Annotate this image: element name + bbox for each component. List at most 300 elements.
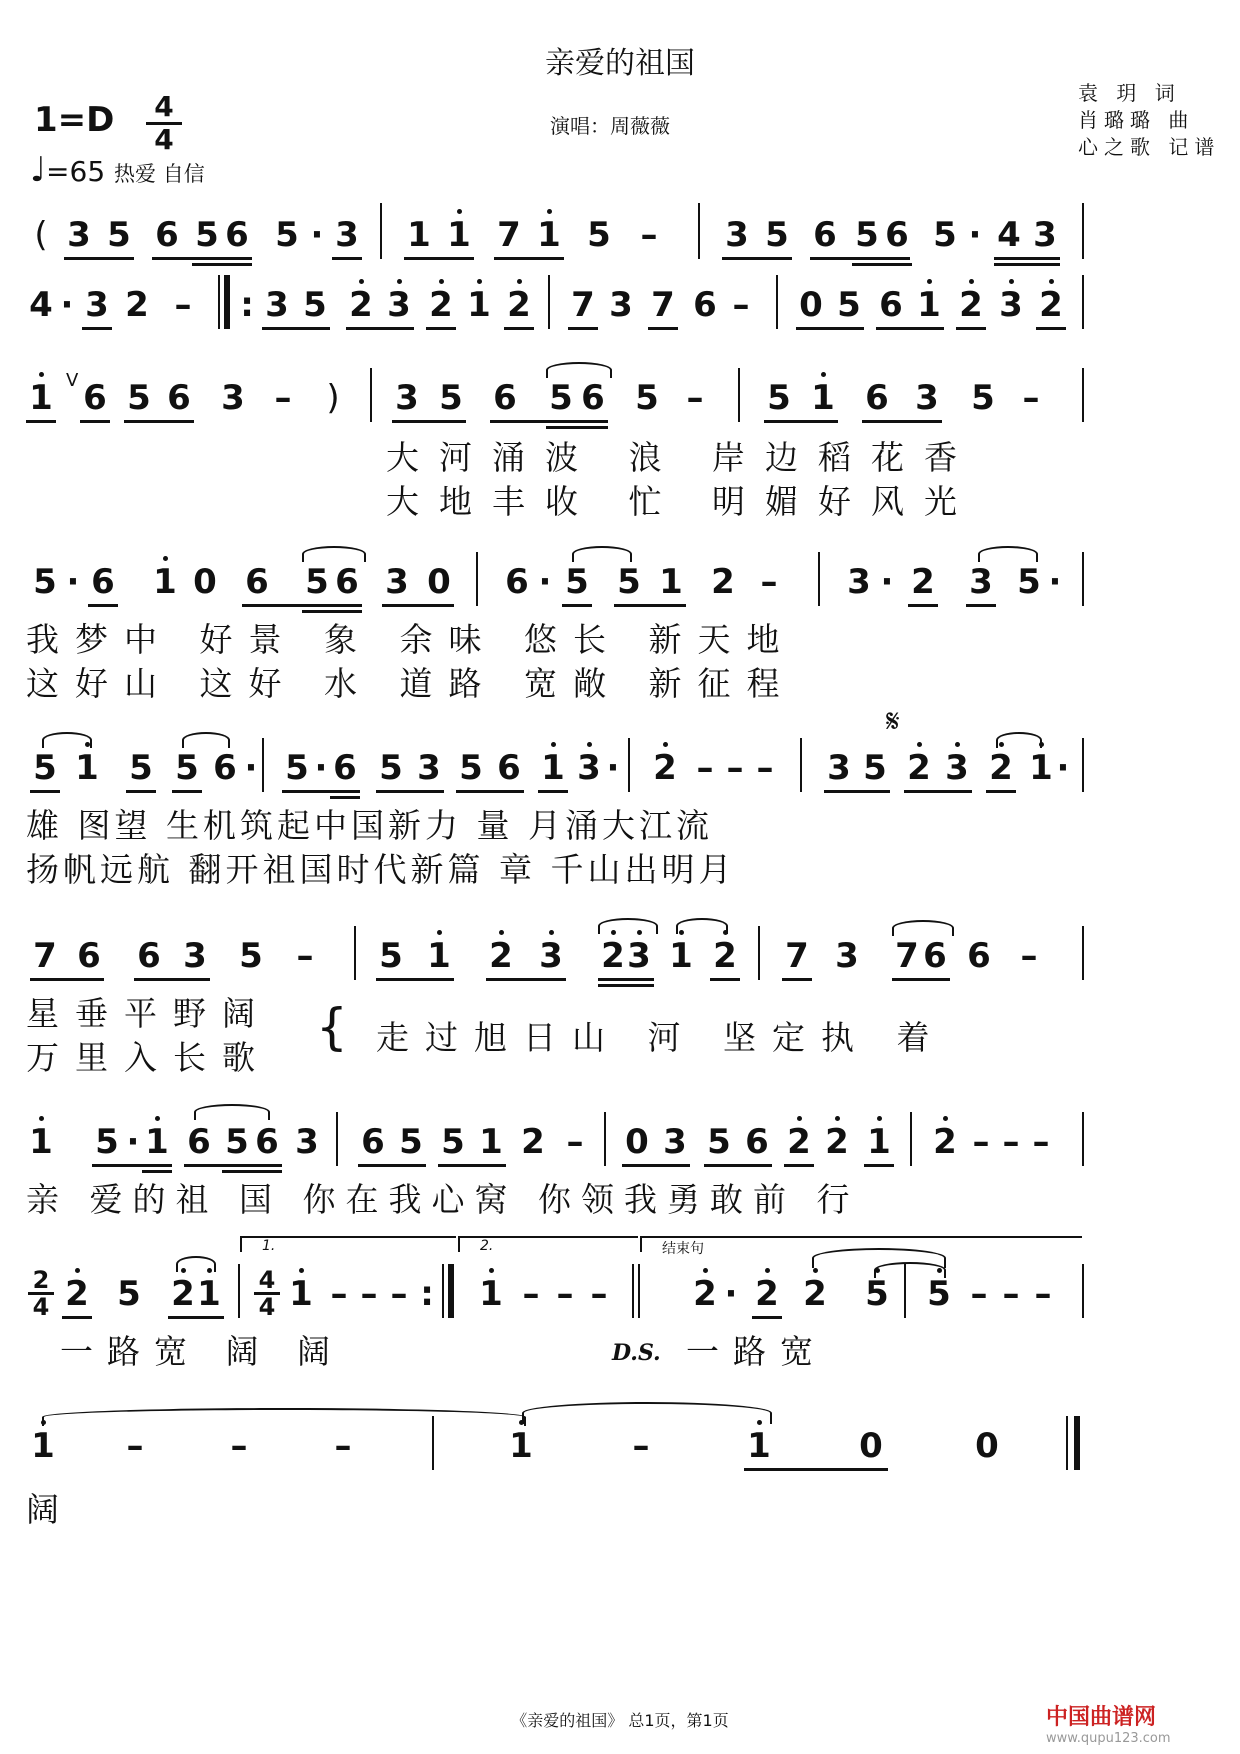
barline: [476, 552, 478, 606]
dash: –: [732, 285, 750, 325]
slur: [598, 918, 658, 934]
note: 6: [213, 748, 237, 788]
note: 3: [847, 562, 871, 602]
barline: [548, 275, 550, 329]
beam: [404, 257, 474, 260]
beam: [752, 1316, 782, 1319]
note: 6: [361, 1122, 385, 1162]
note: 5: [565, 562, 589, 602]
note: 0: [859, 1426, 883, 1466]
beam: [426, 327, 456, 330]
tie: [522, 1402, 772, 1424]
note: 3: [265, 285, 289, 325]
note: 1: [26, 378, 56, 418]
barline: [218, 275, 220, 329]
lyric-brace: {: [316, 998, 348, 1056]
beam: [376, 790, 444, 793]
dash: –: [1034, 1274, 1052, 1314]
beam: [126, 790, 156, 793]
slur: [676, 918, 728, 934]
beam: [862, 420, 942, 423]
note: 1: [1026, 748, 1056, 788]
beam: [346, 327, 414, 330]
final-barline: [1074, 1416, 1080, 1470]
beam: [64, 257, 134, 260]
note: 5: [459, 748, 483, 788]
beam: [26, 420, 56, 423]
slur: [572, 546, 632, 562]
meter-numerator: 4: [154, 90, 174, 123]
slur: [892, 920, 954, 936]
note: 5: [175, 748, 199, 788]
dash: –: [1002, 1122, 1020, 1162]
beam: [546, 426, 608, 429]
beam: [908, 604, 938, 607]
beam: [302, 610, 362, 613]
beam: [966, 604, 996, 607]
note: 2: [650, 748, 680, 788]
note: 3: [574, 748, 604, 788]
note: 2: [168, 1274, 198, 1314]
note: 5: [225, 1122, 249, 1162]
note: 1: [407, 215, 431, 255]
dash: –: [126, 1426, 144, 1466]
note: 5: [765, 215, 789, 255]
note: 5: [587, 215, 611, 255]
beam: [134, 978, 210, 981]
note: 6: [745, 1122, 769, 1162]
dot: ·: [724, 1274, 738, 1314]
barline: [1082, 552, 1084, 606]
repeat-start: [224, 275, 230, 329]
dot: ·: [310, 215, 324, 255]
beam: [956, 327, 986, 330]
barline: [698, 203, 700, 259]
note: 3: [395, 378, 419, 418]
note: 5: [399, 1122, 423, 1162]
dash: –: [334, 1426, 352, 1466]
dash: –: [296, 936, 314, 976]
note: 3: [67, 215, 91, 255]
note: 5: [379, 936, 403, 976]
note: 6: [865, 378, 889, 418]
note: 3: [663, 1122, 687, 1162]
slur: [194, 1104, 270, 1120]
beam: [562, 604, 592, 607]
barline: [1066, 1416, 1068, 1470]
barline: [1082, 203, 1084, 259]
note: 5: [767, 378, 791, 418]
note: 2: [800, 1274, 830, 1314]
note: 2: [486, 936, 516, 976]
lyric-line: 扬帆远航 翻开祖国时代新篇 章 千山出明月: [26, 850, 736, 889]
tie: [42, 1408, 526, 1426]
slur: [182, 732, 230, 748]
note: 1: [28, 1426, 58, 1466]
beam: [892, 978, 950, 981]
dot: ·: [1048, 562, 1062, 602]
note: 2: [904, 748, 934, 788]
slur: [546, 362, 612, 378]
barline: [818, 552, 820, 606]
note: 6: [245, 562, 269, 602]
ending-label: 结束句: [662, 1241, 704, 1257]
beam: [864, 1164, 894, 1167]
volta-2-label: 2.: [480, 1238, 494, 1254]
beam: [486, 978, 566, 981]
note: 4: [29, 285, 53, 325]
note: 5: [617, 562, 641, 602]
dal-segno-mark: D.S.: [612, 1340, 661, 1366]
note: 6: [885, 215, 909, 255]
note: 1: [479, 1122, 503, 1162]
note: 6: [813, 215, 837, 255]
slur: [302, 546, 366, 562]
lyric-line: 雄 图望 生机筑起中国新力 量 月涌大江流: [26, 806, 713, 845]
quarter-note-icon: ♩: [30, 150, 47, 190]
beam: [994, 257, 1060, 260]
beam: [438, 1164, 506, 1167]
time-change-2-4: 2 4: [28, 1268, 54, 1319]
note: 3: [85, 285, 109, 325]
note: 2: [711, 562, 735, 602]
slur: [978, 546, 1038, 562]
page-title: 亲爱的祖国: [545, 46, 695, 81]
dash: –: [640, 215, 658, 255]
key-signature: 1=D: [34, 100, 115, 140]
beam: [392, 420, 466, 423]
note: 1: [464, 285, 494, 325]
note: 2: [930, 1122, 960, 1162]
lyric-line: 星垂平野阔: [26, 994, 271, 1033]
note: 2: [426, 285, 456, 325]
note: 6: [137, 936, 161, 976]
dot: ·: [60, 285, 74, 325]
dash: –: [522, 1274, 540, 1314]
note: 5: [441, 1122, 465, 1162]
beam: [704, 1164, 772, 1167]
note: 1: [26, 1122, 56, 1162]
dot: ·: [880, 562, 894, 602]
note: 3: [725, 215, 749, 255]
beam: [538, 790, 568, 793]
note: 6: [693, 285, 717, 325]
beam: [986, 790, 1016, 793]
dot: ·: [244, 748, 258, 788]
dot: ·: [538, 562, 552, 602]
beam: [614, 604, 686, 607]
note: 2: [1036, 285, 1066, 325]
beam: [782, 978, 812, 981]
dot: ·: [126, 1122, 140, 1162]
note: 3: [295, 1122, 319, 1162]
slur: [176, 1256, 216, 1272]
note: 7: [785, 936, 809, 976]
note: 5: [129, 748, 153, 788]
note: 6: [923, 936, 947, 976]
lyric-line: 我梦中 好景 象 余味 悠长 新天地: [26, 620, 796, 659]
beam: [764, 420, 838, 423]
beam: [376, 978, 454, 981]
beam: [904, 790, 972, 793]
note: 3: [942, 748, 972, 788]
dash: –: [686, 378, 704, 418]
barline: [738, 368, 740, 422]
barline: [354, 926, 356, 980]
note: 2: [911, 562, 935, 602]
dot: ·: [1056, 748, 1070, 788]
note: 1: [808, 378, 838, 418]
note: 5: [971, 378, 995, 418]
note: 5: [379, 748, 403, 788]
note: 2: [346, 285, 376, 325]
note: 3: [624, 936, 654, 976]
barline: [776, 275, 778, 329]
barline: [604, 1112, 606, 1166]
tempo-marking: [30, 150, 205, 190]
dash: –: [972, 1122, 990, 1162]
beam: [456, 790, 524, 793]
note: 1: [72, 748, 102, 788]
dash: –: [696, 748, 714, 788]
dash: –: [1002, 1274, 1020, 1314]
dash: –: [1022, 378, 1040, 418]
barline: [238, 1264, 240, 1318]
note: 2: [125, 285, 149, 325]
dash: –: [566, 1122, 584, 1162]
note: 2: [752, 1274, 782, 1314]
lyric-line: 阔: [26, 1490, 79, 1529]
note: 5: [33, 748, 57, 788]
note: 6: [497, 748, 521, 788]
lyric-line: 亲 爱的祖 国 你在我心窝 你领我勇敢前 行: [26, 1180, 860, 1219]
note: 1: [666, 936, 696, 976]
dot: ·: [606, 748, 620, 788]
beam: [168, 1316, 224, 1319]
note: 6: [255, 1122, 279, 1162]
note: 3: [1033, 215, 1057, 255]
note: 3: [827, 748, 851, 788]
note: 7: [895, 936, 919, 976]
dash: –: [330, 1274, 348, 1314]
barline: [1082, 738, 1084, 792]
beam: [744, 1468, 888, 1471]
slur: [42, 732, 92, 748]
note: 5: [707, 1122, 731, 1162]
breath-mark: V: [66, 370, 79, 391]
beam: [62, 1316, 92, 1319]
beam: [622, 1164, 690, 1167]
beam: [994, 263, 1060, 266]
tempo-value: =65: [46, 155, 106, 188]
beam: [810, 257, 910, 260]
beam: [30, 978, 104, 981]
note: 3: [384, 285, 414, 325]
note: 1: [286, 1274, 316, 1314]
note: 2: [784, 1122, 814, 1162]
meter-denominator: 4: [146, 122, 182, 155]
beam: [88, 604, 118, 607]
note: 3: [835, 936, 859, 976]
dash: –: [756, 748, 774, 788]
site-watermark: [1046, 1700, 1171, 1746]
note: 2: [598, 936, 628, 976]
dash: –: [590, 1274, 608, 1314]
note: 5: [837, 285, 861, 325]
note: 0: [625, 1122, 649, 1162]
note: 3: [609, 285, 633, 325]
barline: [628, 738, 630, 792]
barline: [380, 203, 382, 259]
note: 5: [285, 748, 309, 788]
beam: [796, 327, 864, 330]
note: 7: [497, 215, 521, 255]
note: 2: [62, 1274, 92, 1314]
note: 5: [239, 936, 263, 976]
note: 1: [194, 1274, 224, 1314]
segno-sign: 𝄋: [886, 702, 900, 740]
barline: [758, 926, 760, 980]
beam: [282, 790, 360, 793]
dash: –: [1032, 1122, 1050, 1162]
barline: [638, 1264, 640, 1318]
beam: [598, 978, 654, 981]
note: 6: [879, 285, 903, 325]
dash: –: [230, 1426, 248, 1466]
beam: [172, 790, 202, 793]
beam: [262, 327, 330, 330]
note: 3: [183, 936, 207, 976]
beam: [124, 420, 194, 423]
note: 5: [303, 285, 327, 325]
note: 3: [996, 285, 1026, 325]
beam: [598, 984, 654, 987]
lyric-line: 大河涌波 浪 岸边稻花香: [386, 438, 977, 477]
barline: [632, 1264, 634, 1318]
beam: [92, 1164, 172, 1167]
note: 0: [799, 285, 823, 325]
note: 7: [33, 936, 57, 976]
note: 1: [142, 1122, 172, 1162]
note: 2: [956, 285, 986, 325]
slur: [996, 732, 1042, 748]
dash: –: [726, 748, 744, 788]
note: 5: [1017, 562, 1041, 602]
composer-credit: 肖璐璐 曲: [1078, 108, 1195, 132]
barline: [904, 1264, 906, 1318]
note: 3: [417, 748, 441, 788]
note: 1: [444, 215, 474, 255]
note: 5: [863, 748, 887, 788]
note: 1: [476, 1274, 506, 1314]
barline: [910, 1112, 912, 1166]
beam: [648, 327, 678, 330]
note: 2: [710, 936, 740, 976]
note: 6: [155, 215, 179, 255]
beam: [30, 790, 60, 793]
note: 5: [117, 1274, 141, 1314]
note: 5: [33, 562, 57, 602]
lyric-line: 万里入长歌: [26, 1038, 271, 1077]
repeat-end: [448, 1264, 454, 1318]
note: 1: [506, 1426, 536, 1466]
note: 5: [275, 215, 299, 255]
note: 1: [424, 936, 454, 976]
note: 6: [77, 936, 101, 976]
dash: –: [760, 562, 778, 602]
note: 3: [335, 215, 359, 255]
barline: [1082, 926, 1084, 980]
note: 2: [521, 1122, 545, 1162]
page-footer: 《亲爱的祖国》 总1页，第1页: [511, 1711, 729, 1730]
note: 0: [193, 562, 217, 602]
beam: [568, 327, 598, 330]
transcriber-credit: 心之歌 记谱: [1078, 135, 1221, 159]
note: 2: [822, 1122, 852, 1162]
beam: [80, 420, 110, 423]
watermark-url: www.qupu123.com: [1046, 1731, 1171, 1746]
tempo-mood: 热爱 自信: [114, 162, 205, 186]
dot: ·: [66, 562, 80, 602]
note: 5: [127, 378, 151, 418]
beam: [710, 978, 740, 981]
beam: [876, 327, 944, 330]
note: 3: [221, 378, 245, 418]
note: 5: [549, 378, 573, 418]
beam: [490, 420, 608, 423]
barline: [432, 1416, 434, 1470]
dash: –: [556, 1274, 574, 1314]
note: 0: [975, 1426, 999, 1466]
singer-credit: 演唱：周薇薇: [550, 114, 670, 138]
dash: –: [360, 1274, 378, 1314]
note: 5: [924, 1274, 954, 1314]
barline: [1082, 275, 1084, 329]
dash: –: [632, 1426, 650, 1466]
dash: –: [970, 1274, 988, 1314]
watermark-name: 中国曲谱网: [1046, 1705, 1157, 1730]
dot: ·: [314, 748, 328, 788]
repeat-dots: :: [240, 285, 254, 325]
note: 6: [91, 562, 115, 602]
beam: [852, 263, 912, 266]
lyric-line: 大地丰收 忙 明媚好风光: [386, 482, 977, 521]
note: 3: [915, 378, 939, 418]
note: 5: [635, 378, 659, 418]
note: 2: [504, 285, 534, 325]
time-change-4-4: 4 4: [254, 1268, 280, 1319]
dash: –: [274, 378, 292, 418]
barline: [1082, 1264, 1084, 1318]
barline: [1082, 1112, 1084, 1166]
note: 7: [571, 285, 595, 325]
note: 6: [83, 378, 107, 418]
beam: [722, 257, 792, 260]
note: 3: [536, 936, 566, 976]
open-paren: (: [34, 215, 48, 255]
barline: [800, 738, 802, 792]
dash: –: [390, 1274, 408, 1314]
beam: [82, 327, 112, 330]
lyricist-credit: 袁 玥 词: [1078, 81, 1181, 105]
note: 7: [651, 285, 675, 325]
note: 1: [864, 1122, 894, 1162]
note: 6: [167, 378, 191, 418]
note: 6: [493, 378, 517, 418]
note: 6: [333, 748, 357, 788]
note: 6: [335, 562, 359, 602]
lyric-line: 这好山 这好 水 道路 宽敞 新征程: [26, 664, 796, 703]
